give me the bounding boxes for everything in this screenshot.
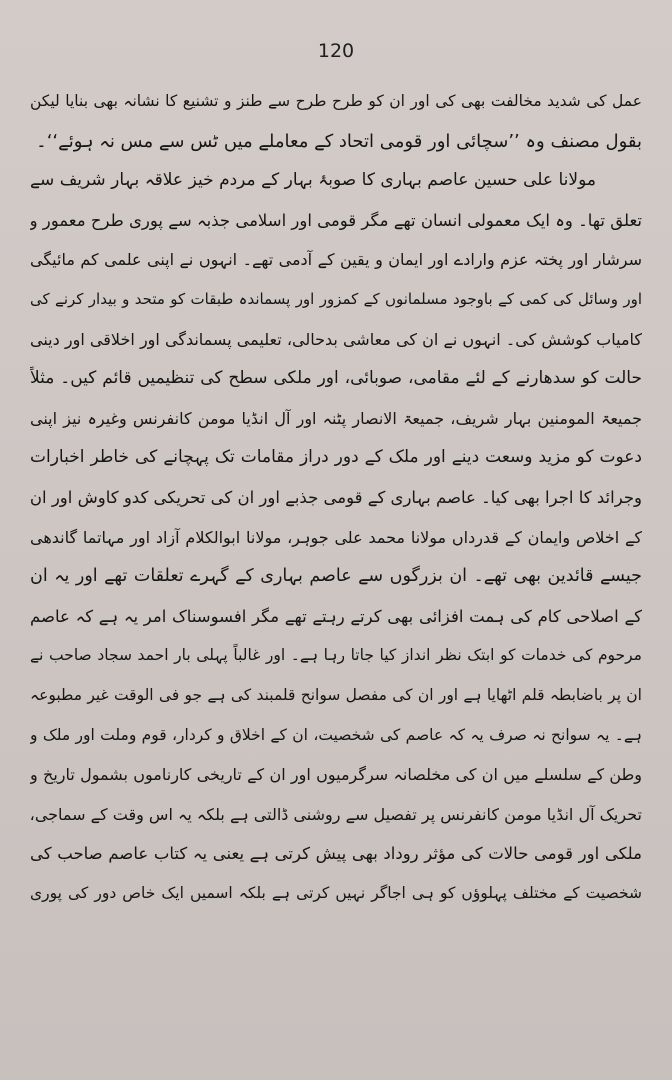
text-line: تحریک آل انڈیا مومن کانفرنس پر تفصیل سے روشنی ڈالتی ہے بلکہ یہ اس وقت کے سماجی، (30, 804, 642, 824)
text-line: جمیعۃ المومنین بہار شریف، جمیعۃ الانصار پٹنہ اور آل انڈیا مومن کانفرنس وغیرہ نیز اپنی (30, 408, 642, 428)
text-line: ملکی اور قومی حالات کی مؤثر روداد بھی پیش کرتی ہے یعنی یہ کتاب عاصم صاحب کی (30, 844, 642, 864)
body-text (30, 82, 642, 913)
text-line: عمل کی شدید مخالفت بھی کی اور ان کو طرح طرح سے طنز و تشنیع کا نشانہ بھی بنایا لیکن (30, 92, 642, 110)
text-line: جیسے قائدین بھی تھے۔ ان بزرگوں سے عاصم بہاری کے گہرے تعلقات تھے اور یہ ان (30, 566, 642, 587)
text-line: وجرائد کا اجرا بھی کیا۔ عاصم بہاری کے قومی جذبے اور ان کی تحریکی کدو کاوش اور ان (30, 487, 642, 507)
text-line: سرشار اور پختہ عزم وارادے اور ایمان و یقین کے آدمی تھے۔ انہوں نے اپنی علمی کم مائیگی (30, 250, 642, 270)
text-line: بقول مصنف وہ ’’سچائی اور قومی اتحاد کے معاملے میں ٹس سے مس نہ ہوئے‘‘۔ (36, 130, 642, 152)
text-line: دعوت کو مزید وسعت دینے اور ملک کے دور دراز مقامات تک پہچانے کی خاطر اخبارات (30, 447, 642, 468)
text-line: مولانا علی حسین عاصم بہاری کا صوبۂ بہار کے مردم خیز علاقہ بہار شریف سے (30, 170, 596, 191)
text-line: مرحوم کی خدمات کو ابتک نظر انداز کیا جاتا رہا ہے۔ اور غالباً پہلی بار احمد سجاد صاحب نے (30, 646, 642, 665)
page-number: 120 (317, 40, 355, 62)
text-line: اور وسائل کی کمی کے باوجود مسلمانوں کے کمزور اور پسماندہ طبقات کو متحد و بیدار کرنے کی (30, 289, 642, 308)
text-line: حالت کو سدھارنے کے لئے مقامی، صوبائی، اور ملکی سطح کی تنظیمیں قائم کیں۔ مثلاً (30, 368, 642, 389)
text-line: تعلق تھا۔ وہ ایک معمولی انسان تھے مگر قومی اور اسلامی جذبہ سے پوری طرح معمور و (30, 210, 642, 230)
text-line: وطن کے سلسلے میں ان کی مخلصانہ سرگرمیوں اور ان کے تاریخی کارناموں بشمول تاریخ و (30, 765, 642, 785)
text-line: ہے۔ یہ سوانح نہ صرف یہ کہ عاصم کی شخصیت، ان کے اخلاق و کردار، قوم وملت اور ملک و (30, 725, 642, 744)
text-line: کامیاب کوشش کی۔ انہوں نے ان کی معاشی بدحالی، تعلیمی پسماندگی اور اخلاقی اور دینی (30, 329, 642, 349)
text-line: ان پر باضابطہ قلم اٹھایا ہے اور ان کی مفصل سوانح قلمبند کی ہے جو فی الوقت غیر مطبوعہ (30, 685, 642, 704)
text-line: کے اصلاحی کام کی ہمت افزائی بھی کرتے رہتے تھے مگر افسوسناک امر یہ ہے کہ عاصم (30, 606, 642, 626)
text-line: شخصیت کے مختلف پہلوؤں کو ہی اجاگر نہیں کرتی ہے بلکہ اسمیں ایک خاص دور کی پوری (30, 883, 642, 902)
text-line: کے اخلاص وایمان کے قدرداں مولانا محمد علی جوہر، مولانا ابوالکلام آزاد اور مہاتما گاندھی (30, 527, 642, 547)
